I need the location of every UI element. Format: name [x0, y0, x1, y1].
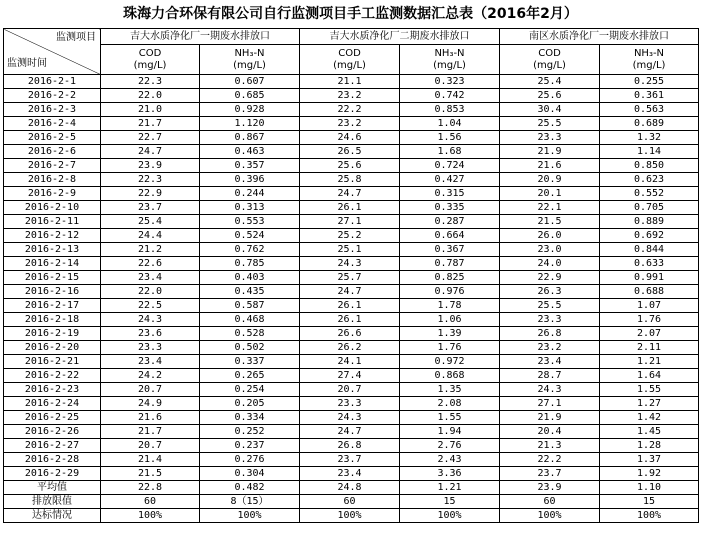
value-cell: 23.2 — [300, 89, 400, 103]
value-cell: 22.0 — [101, 285, 200, 299]
value-cell: 1.64 — [600, 369, 699, 383]
parameter-header-1-cod — [101, 45, 200, 75]
value-cell: 23.3 — [500, 131, 600, 145]
table-row — [4, 271, 699, 285]
summary-row — [4, 481, 699, 495]
value-cell: 22.9 — [101, 187, 200, 201]
table-row — [4, 439, 699, 453]
date-cell: 2016-2-26 — [4, 425, 101, 439]
value-cell: 0.685 — [200, 89, 300, 103]
value-cell: 0.205 — [200, 397, 300, 411]
date-cell: 2016-2-8 — [4, 173, 101, 187]
value-cell: 0.252 — [200, 425, 300, 439]
date-cell: 2016-2-29 — [4, 467, 101, 481]
value-cell: 23.9 — [500, 481, 600, 495]
table-row — [4, 425, 699, 439]
parameter-header-3-cod — [500, 45, 600, 75]
table-row — [4, 397, 699, 411]
value-cell: 25.5 — [500, 299, 600, 313]
value-cell: 25.4 — [101, 215, 200, 229]
value-cell: 23.7 — [101, 201, 200, 215]
value-cell: 23.3 — [500, 313, 600, 327]
date-cell: 2016-2-9 — [4, 187, 101, 201]
parameter-header-1-nh3n — [200, 45, 300, 75]
parameter-header-2-cod — [300, 45, 400, 75]
date-cell: 2016-2-18 — [4, 313, 101, 327]
date-cell: 2016-2-10 — [4, 201, 101, 215]
value-cell: 24.7 — [300, 285, 400, 299]
value-cell: 21.5 — [500, 215, 600, 229]
table-row — [4, 173, 699, 187]
value-cell: 100% — [300, 509, 400, 523]
date-cell: 2016-2-28 — [4, 453, 101, 467]
value-cell: 100% — [600, 509, 699, 523]
parameter-header-row — [4, 45, 699, 75]
table-row — [4, 243, 699, 257]
date-cell: 2016-2-13 — [4, 243, 101, 257]
date-cell: 2016-2-2 — [4, 89, 101, 103]
value-cell: 1.21 — [600, 355, 699, 369]
date-cell: 2016-2-1 — [4, 75, 101, 89]
value-cell: 25.7 — [300, 271, 400, 285]
value-cell: 21.5 — [101, 467, 200, 481]
value-cell: 0.357 — [200, 159, 300, 173]
value-cell: 1.92 — [600, 467, 699, 481]
value-cell: 3.36 — [400, 467, 500, 481]
value-cell: 21.6 — [500, 159, 600, 173]
value-cell: 0.991 — [600, 271, 699, 285]
parameter-name: COD — [338, 47, 361, 59]
value-cell: 0.607 — [200, 75, 300, 89]
value-cell: 1.120 — [200, 117, 300, 131]
value-cell: 21.0 — [101, 103, 200, 117]
value-cell: 30.4 — [500, 103, 600, 117]
date-cell: 2016-2-20 — [4, 341, 101, 355]
parameter-unit: (mg/L) — [533, 59, 566, 71]
value-cell: 0.853 — [400, 103, 500, 117]
value-cell: 22.2 — [500, 453, 600, 467]
parameter-name: NH₃-N — [633, 47, 665, 59]
value-cell: 1.10 — [600, 481, 699, 495]
date-cell: 2016-2-27 — [4, 439, 101, 453]
value-cell: 26.0 — [500, 229, 600, 243]
date-cell: 2016-2-25 — [4, 411, 101, 425]
value-cell: 26.1 — [300, 201, 400, 215]
value-cell: 23.4 — [101, 271, 200, 285]
value-cell: 20.7 — [101, 383, 200, 397]
value-cell: 24.3 — [300, 411, 400, 425]
table-row — [4, 103, 699, 117]
corner-item-label: 监测项目 — [56, 32, 96, 43]
value-cell: 100% — [200, 509, 300, 523]
value-cell: 2.07 — [600, 327, 699, 341]
value-cell: 0.787 — [400, 257, 500, 271]
table-row — [4, 75, 699, 89]
value-cell: 0.742 — [400, 89, 500, 103]
value-cell: 25.6 — [500, 89, 600, 103]
value-cell: 0.850 — [600, 159, 699, 173]
value-cell: 1.39 — [400, 327, 500, 341]
value-cell: 21.1 — [300, 75, 400, 89]
value-cell: 0.889 — [600, 215, 699, 229]
date-cell: 2016-2-11 — [4, 215, 101, 229]
value-cell: 1.07 — [600, 299, 699, 313]
value-cell: 23.4 — [300, 467, 400, 481]
value-cell: 0.844 — [600, 243, 699, 257]
value-cell: 0.633 — [600, 257, 699, 271]
value-cell: 20.9 — [500, 173, 600, 187]
value-cell: 60 — [300, 495, 400, 509]
value-cell: 21.9 — [500, 145, 600, 159]
value-cell: 26.1 — [300, 299, 400, 313]
parameter-name: COD — [138, 47, 162, 59]
value-cell: 0.553 — [200, 215, 300, 229]
value-cell: 0.435 — [200, 285, 300, 299]
value-cell: 21.6 — [101, 411, 200, 425]
value-cell: 2.08 — [400, 397, 500, 411]
summary-row — [4, 509, 699, 523]
value-cell: 1.76 — [600, 313, 699, 327]
value-cell: 24.3 — [300, 257, 400, 271]
table-row — [4, 369, 699, 383]
date-cell: 2016-2-24 — [4, 397, 101, 411]
value-cell: 23.4 — [101, 355, 200, 369]
value-cell: 24.7 — [300, 187, 400, 201]
value-cell: 0.287 — [400, 215, 500, 229]
value-cell: 21.3 — [500, 439, 600, 453]
value-cell: 26.8 — [300, 439, 400, 453]
value-cell: 27.1 — [300, 215, 400, 229]
date-cell: 2016-2-14 — [4, 257, 101, 271]
value-cell: 0.867 — [200, 131, 300, 145]
value-cell: 22.0 — [101, 89, 200, 103]
value-cell: 21.2 — [101, 243, 200, 257]
value-cell: 26.3 — [500, 285, 600, 299]
value-cell: 1.27 — [600, 397, 699, 411]
value-cell: 27.1 — [500, 397, 600, 411]
value-cell: 21.4 — [101, 453, 200, 467]
value-cell: 0.403 — [200, 271, 300, 285]
parameter-name: NH₃-N — [434, 47, 465, 59]
table-row — [4, 313, 699, 327]
value-cell: 0.304 — [200, 467, 300, 481]
value-cell: 0.244 — [200, 187, 300, 201]
value-cell: 20.4 — [500, 425, 600, 439]
date-cell: 2016-2-12 — [4, 229, 101, 243]
value-cell: 0.276 — [200, 453, 300, 467]
value-cell: 23.3 — [101, 341, 200, 355]
value-cell: 24.3 — [500, 383, 600, 397]
value-cell: 23.0 — [500, 243, 600, 257]
value-cell: 0.313 — [200, 201, 300, 215]
value-cell: 1.28 — [600, 439, 699, 453]
date-cell: 2016-2-16 — [4, 285, 101, 299]
value-cell: 1.68 — [400, 145, 500, 159]
value-cell: 0.623 — [600, 173, 699, 187]
value-cell: 23.2 — [300, 117, 400, 131]
value-cell: 0.502 — [200, 341, 300, 355]
value-cell: 0.976 — [400, 285, 500, 299]
value-cell: 25.6 — [300, 159, 400, 173]
value-cell: 25.1 — [300, 243, 400, 257]
value-cell: 2.43 — [400, 453, 500, 467]
value-cell: 23.4 — [500, 355, 600, 369]
value-cell: 24.4 — [101, 229, 200, 243]
value-cell: 0.563 — [600, 103, 699, 117]
value-cell: 100% — [500, 509, 600, 523]
value-cell: 22.9 — [500, 271, 600, 285]
value-cell: 0.688 — [600, 285, 699, 299]
value-cell: 0.396 — [200, 173, 300, 187]
date-cell: 2016-2-6 — [4, 145, 101, 159]
table-row — [4, 187, 699, 201]
value-cell: 100% — [101, 509, 200, 523]
value-cell: 27.4 — [300, 369, 400, 383]
table-row — [4, 285, 699, 299]
value-cell: 0.762 — [200, 243, 300, 257]
value-cell: 0.724 — [400, 159, 500, 173]
value-cell: 1.45 — [600, 425, 699, 439]
value-cell: 0.335 — [400, 201, 500, 215]
value-cell: 20.1 — [500, 187, 600, 201]
value-cell: 0.463 — [200, 145, 300, 159]
value-cell: 22.6 — [101, 257, 200, 271]
value-cell: 0.524 — [200, 229, 300, 243]
value-cell: 1.56 — [400, 131, 500, 145]
value-cell: 100% — [400, 509, 500, 523]
report-title: 珠海力合环保有限公司自行监测项目手工监测数据汇总表（2016年2月） — [123, 6, 578, 22]
table-row — [4, 411, 699, 425]
value-cell: 24.0 — [500, 257, 600, 271]
value-cell: 22.1 — [500, 201, 600, 215]
value-cell: 22.8 — [101, 481, 200, 495]
value-cell: 22.5 — [101, 299, 200, 313]
value-cell: 0.868 — [400, 369, 500, 383]
value-cell: 23.7 — [500, 467, 600, 481]
value-cell: 23.9 — [101, 159, 200, 173]
value-cell: 0.552 — [600, 187, 699, 201]
parameter-unit: (mg/L) — [133, 59, 167, 71]
value-cell: 1.04 — [400, 117, 500, 131]
value-cell: 26.1 — [300, 313, 400, 327]
site-header-1: 吉大水质净化厂一期废水排放口 — [101, 29, 300, 45]
table-row — [4, 355, 699, 369]
value-cell: 1.55 — [600, 383, 699, 397]
value-cell: 1.55 — [400, 411, 500, 425]
value-cell: 26.6 — [300, 327, 400, 341]
value-cell: 25.4 — [500, 75, 600, 89]
value-cell: 15 — [400, 495, 500, 509]
table-row — [4, 299, 699, 313]
date-cell: 2016-2-21 — [4, 355, 101, 369]
date-cell: 2016-2-7 — [4, 159, 101, 173]
value-cell: 1.35 — [400, 383, 500, 397]
date-cell: 2016-2-23 — [4, 383, 101, 397]
value-cell: 2.11 — [600, 341, 699, 355]
value-cell: 1.94 — [400, 425, 500, 439]
value-cell: 20.7 — [300, 383, 400, 397]
date-cell: 2016-2-5 — [4, 131, 101, 145]
value-cell: 23.6 — [101, 327, 200, 341]
value-cell: 0.361 — [600, 89, 699, 103]
value-cell: 60 — [500, 495, 600, 509]
value-cell: 0.528 — [200, 327, 300, 341]
site-header-3: 南区水质净化厂一期废水排放口 — [500, 29, 699, 45]
parameter-unit: (mg/L) — [333, 59, 366, 71]
value-cell: 0.265 — [200, 369, 300, 383]
value-cell: 0.323 — [400, 75, 500, 89]
table-row — [4, 383, 699, 397]
table-row — [4, 453, 699, 467]
value-cell: 60 — [101, 495, 200, 509]
value-cell: 0.237 — [200, 439, 300, 453]
value-cell: 0.254 — [200, 383, 300, 397]
value-cell: 1.37 — [600, 453, 699, 467]
value-cell: 0.705 — [600, 201, 699, 215]
parameter-unit: (mg/L) — [433, 59, 466, 71]
summary-row — [4, 495, 699, 509]
value-cell: 0.367 — [400, 243, 500, 257]
value-cell: 0.972 — [400, 355, 500, 369]
table-row — [4, 131, 699, 145]
value-cell: 0.785 — [200, 257, 300, 271]
date-cell: 2016-2-17 — [4, 299, 101, 313]
value-cell: 22.2 — [300, 103, 400, 117]
parameter-name: NH₃-N — [234, 47, 265, 59]
parameter-header-2-nh3n — [400, 45, 500, 75]
corner-header-cell — [4, 29, 101, 75]
table-row — [4, 89, 699, 103]
value-cell: 1.42 — [600, 411, 699, 425]
table-row — [4, 467, 699, 481]
table-row — [4, 257, 699, 271]
value-cell: 24.9 — [101, 397, 200, 411]
value-cell: 0.255 — [600, 75, 699, 89]
parameter-unit: (mg/L) — [233, 59, 266, 71]
value-cell: 24.3 — [101, 313, 200, 327]
value-cell: 0.825 — [400, 271, 500, 285]
value-cell: 0.692 — [600, 229, 699, 243]
value-cell: 15 — [600, 495, 699, 509]
parameter-header-3-nh3n — [600, 45, 699, 75]
summary-label-cell: 达标情况 — [4, 509, 101, 523]
date-cell: 2016-2-15 — [4, 271, 101, 285]
value-cell: 0.928 — [200, 103, 300, 117]
value-cell: 20.7 — [101, 439, 200, 453]
value-cell: 24.7 — [300, 425, 400, 439]
value-cell: 2.76 — [400, 439, 500, 453]
value-cell: 0.664 — [400, 229, 500, 243]
value-cell: 28.7 — [500, 369, 600, 383]
table-row — [4, 159, 699, 173]
value-cell: 26.5 — [300, 145, 400, 159]
value-cell: 0.689 — [600, 117, 699, 131]
value-cell: 0.427 — [400, 173, 500, 187]
value-cell: 1.32 — [600, 131, 699, 145]
summary-label-cell: 平均值 — [4, 481, 101, 495]
value-cell: 0.315 — [400, 187, 500, 201]
value-cell: 24.6 — [300, 131, 400, 145]
value-cell: 24.1 — [300, 355, 400, 369]
date-cell: 2016-2-4 — [4, 117, 101, 131]
table-row — [4, 215, 699, 229]
table-row — [4, 117, 699, 131]
value-cell: 22.3 — [101, 75, 200, 89]
corner-time-label: 监测时间 — [7, 58, 47, 69]
value-cell: 0.587 — [200, 299, 300, 313]
value-cell: 24.8 — [300, 481, 400, 495]
table-row — [4, 327, 699, 341]
table-row — [4, 341, 699, 355]
value-cell: 0.468 — [200, 313, 300, 327]
value-cell: 23.3 — [300, 397, 400, 411]
table-row — [4, 229, 699, 243]
value-cell: 22.3 — [101, 173, 200, 187]
date-cell: 2016-2-19 — [4, 327, 101, 341]
date-cell: 2016-2-3 — [4, 103, 101, 117]
summary-label-cell: 排放限值 — [4, 495, 101, 509]
value-cell: 26.8 — [500, 327, 600, 341]
value-cell: 1.78 — [400, 299, 500, 313]
value-cell: 1.21 — [400, 481, 500, 495]
value-cell: 22.7 — [101, 131, 200, 145]
value-cell: 21.7 — [101, 117, 200, 131]
table-row — [4, 145, 699, 159]
value-cell: 23.2 — [500, 341, 600, 355]
value-cell: 26.2 — [300, 341, 400, 355]
value-cell: 0.482 — [200, 481, 300, 495]
value-cell: 23.7 — [300, 453, 400, 467]
value-cell: 21.9 — [500, 411, 600, 425]
site-header-2: 吉大水质净化厂二期废水排放口 — [300, 29, 500, 45]
value-cell: 0.337 — [200, 355, 300, 369]
value-cell: 0.334 — [200, 411, 300, 425]
parameter-name: COD — [538, 47, 561, 59]
site-header-row — [4, 29, 699, 45]
value-cell: 25.8 — [300, 173, 400, 187]
parameter-unit: (mg/L) — [632, 59, 666, 71]
date-cell: 2016-2-22 — [4, 369, 101, 383]
monitoring-data-table — [3, 28, 699, 523]
table-body — [4, 75, 699, 523]
value-cell: 8（15） — [200, 495, 300, 509]
value-cell: 1.14 — [600, 145, 699, 159]
value-cell: 24.7 — [101, 145, 200, 159]
value-cell: 25.2 — [300, 229, 400, 243]
value-cell: 1.76 — [400, 341, 500, 355]
value-cell: 1.06 — [400, 313, 500, 327]
value-cell: 25.5 — [500, 117, 600, 131]
value-cell: 21.7 — [101, 425, 200, 439]
value-cell: 24.2 — [101, 369, 200, 383]
table-row — [4, 201, 699, 215]
